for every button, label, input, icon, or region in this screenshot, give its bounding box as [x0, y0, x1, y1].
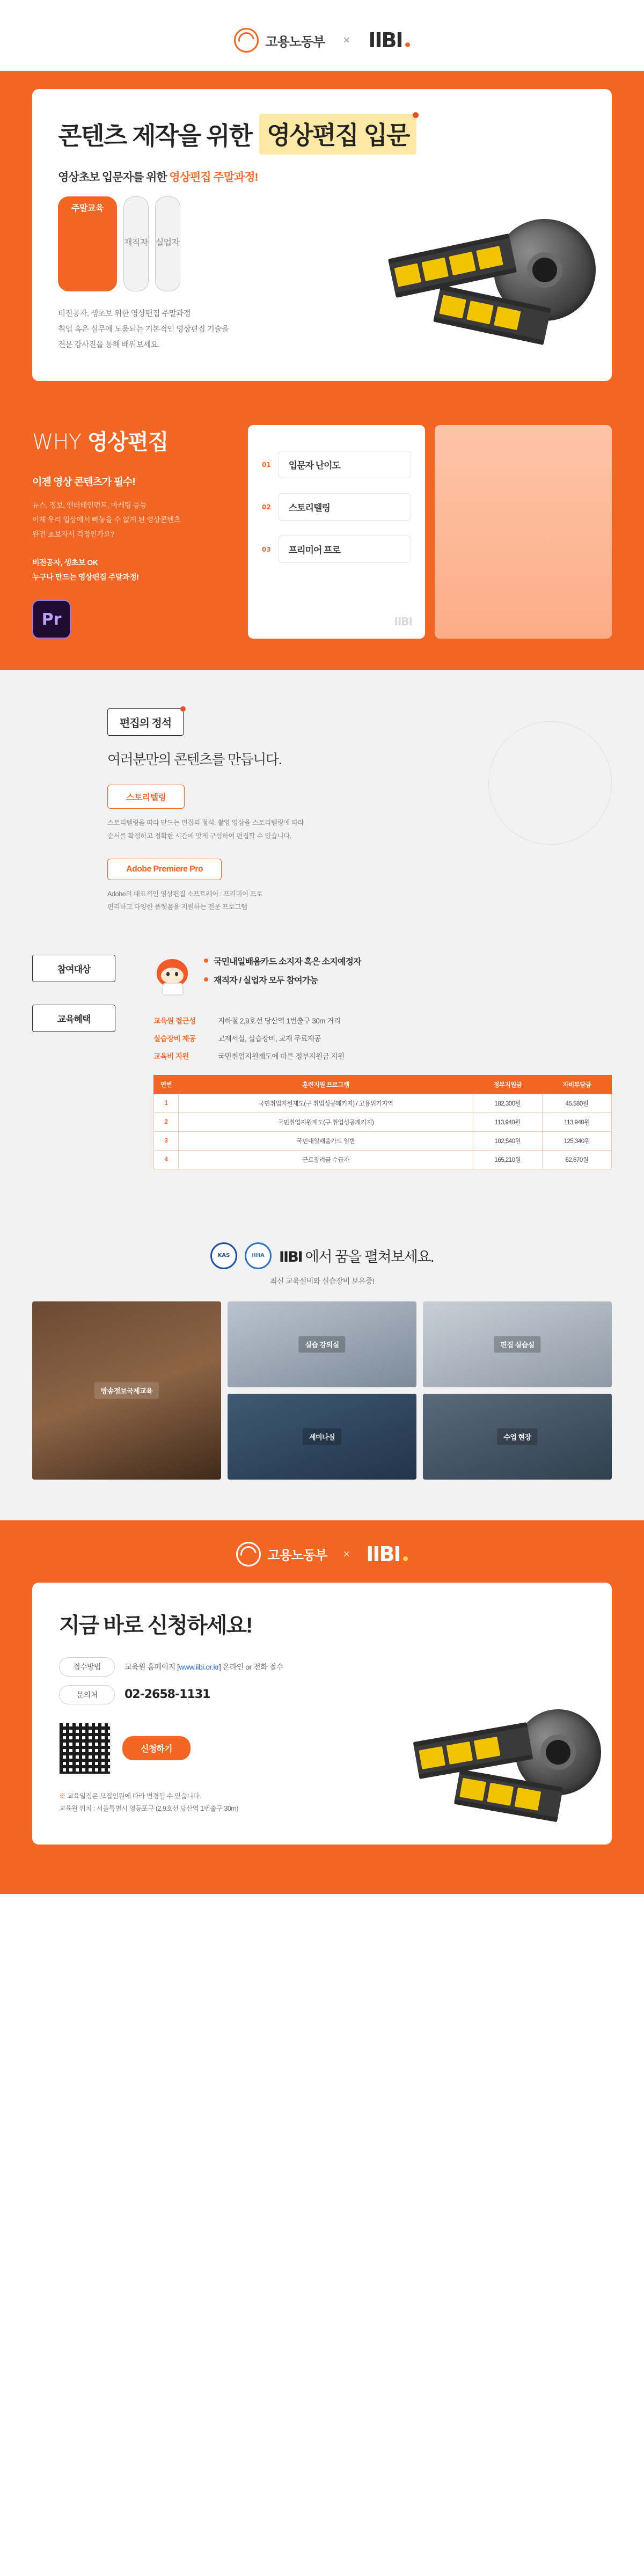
molab-mark-icon	[236, 1542, 261, 1567]
apply-key-method: 접수방법	[59, 1657, 115, 1677]
cell-gov-support: 182,300원	[473, 1094, 542, 1113]
definition-desc-storytelling	[107, 816, 612, 843]
hero-subtitle-prefix: 영상초보 입문자를 위한	[58, 171, 170, 184]
cell-self-pay: 125,340원	[542, 1131, 611, 1150]
table-row	[154, 1094, 612, 1113]
apply-value-method	[125, 1662, 283, 1672]
film-frame	[394, 263, 422, 287]
gallery-photo	[423, 1394, 612, 1480]
tag-benefits: 교육혜택	[32, 1005, 115, 1032]
cell-program: 근로장려금 수급자	[179, 1150, 473, 1169]
molab-logo-footer	[236, 1542, 327, 1567]
apply-logo-row	[32, 1542, 612, 1583]
hero-subtitle-accent: 영상편집 주말과정!	[169, 171, 258, 184]
definition-tag-label: 편집의 정석	[120, 718, 172, 730]
col-index: 연번	[154, 1075, 179, 1094]
why-item-label: 입문자 난이도	[279, 451, 411, 478]
why-heading	[32, 425, 226, 456]
film-reel-illustration	[384, 206, 599, 367]
film-frame	[439, 295, 466, 318]
why-body2-line-2: 누구나 만드는 영상편집 주말과정!	[32, 572, 139, 581]
info-value: 국민취업지원제도에 따른 정부지원금 지원	[218, 1052, 345, 1060]
cell-self-pay: 62,670원	[542, 1150, 611, 1169]
fee-table	[153, 1075, 612, 1169]
accent-dot-icon	[180, 706, 186, 712]
apply-key-contact: 문의처	[59, 1685, 115, 1704]
gallery-section	[0, 1212, 644, 1520]
film-frame	[466, 301, 494, 324]
why-item-number: 03	[262, 545, 271, 553]
gallery-title-brand: IIBI	[279, 1249, 302, 1266]
apply-value-prefix: 교육원 홈페이지 [	[125, 1662, 179, 1671]
logo-separator: ×	[343, 33, 350, 47]
iibi-dot-icon	[405, 42, 410, 47]
cell-program: 국민내일배움카드 일반	[179, 1131, 473, 1150]
pill-weekend-class[interactable]: 주말교육	[58, 196, 117, 291]
benefit-info-rows	[153, 1015, 612, 1061]
why-left-column	[32, 425, 226, 639]
info-row	[153, 1015, 612, 1026]
why-item-number: 01	[262, 460, 271, 469]
iibi-logo-text: IIBI	[366, 1542, 400, 1566]
definition-desc-premiere	[107, 888, 612, 914]
why-heading-light: WHY	[32, 430, 87, 455]
logo-separator: ×	[343, 1547, 350, 1561]
film-frame	[419, 1746, 445, 1769]
why-body-secondary	[32, 555, 226, 584]
mascot-icon	[153, 952, 193, 997]
why-card	[248, 425, 425, 639]
bullet-dot-icon	[204, 958, 208, 963]
gallery-photo	[228, 1394, 416, 1480]
definition-chip-storytelling: 스토리텔링	[107, 785, 185, 809]
cell-program: 국민취업지원제도(구 취업성공패키지) / 고용위기지역	[179, 1094, 473, 1113]
film-strip-top	[413, 1722, 533, 1779]
gallery-title	[279, 1245, 434, 1266]
gallery-photo	[423, 1301, 612, 1387]
why-heading-bold: 영상편집	[87, 430, 169, 455]
apply-button[interactable]: 신청하기	[122, 1736, 191, 1760]
why-body	[32, 498, 226, 541]
section-tags	[32, 952, 140, 1169]
molab-label: 고용노동부	[267, 1548, 327, 1563]
hero-title	[58, 114, 586, 155]
table-header-row	[154, 1075, 612, 1094]
hero-title-plain: 콘텐츠 제작을 위한	[58, 122, 252, 150]
cell-index: 3	[154, 1131, 179, 1150]
info-value: 지하철 2,9호선 당산역 1번출구 30m 거리	[218, 1016, 341, 1025]
apply-website-link[interactable]: www.iibi.or.kr	[179, 1662, 219, 1671]
film-frame	[459, 1778, 486, 1801]
apply-heading: 지금 바로 신청하세요!	[59, 1613, 252, 1637]
film-frame	[487, 1783, 514, 1806]
desc-line-1: 스토리텔링을 따라 만드는 편집의 정석. 촬영 영상을 스토리텔링에 따라	[107, 819, 304, 827]
table-row	[154, 1131, 612, 1150]
cell-program: 국민취업지원제도(구 취업성공패키지)	[179, 1113, 473, 1131]
note-star-icon: ※	[59, 1792, 67, 1800]
film-frame	[494, 306, 521, 330]
film-frame	[515, 1788, 541, 1811]
film-frame	[447, 1741, 473, 1765]
why-item-1	[262, 443, 411, 486]
apply-note-text: 교육일정은 모집인원에 따라 변경될 수 있습니다.	[67, 1792, 201, 1800]
why-right-column	[248, 425, 612, 639]
definition-lead: 여러분만의 콘텐츠를 만듭니다.	[107, 751, 282, 768]
col-gov-support: 정부지원금	[473, 1075, 542, 1094]
pill-unemployed[interactable]: 실업자	[155, 196, 180, 291]
bullet-item	[204, 955, 361, 967]
film-frame	[474, 1737, 501, 1760]
table-row	[154, 1150, 612, 1169]
mascot-eye-right	[175, 972, 178, 976]
hero-section	[0, 71, 644, 415]
film-frame	[449, 252, 476, 275]
film-frame	[476, 246, 503, 269]
iibi-logo-footer	[366, 1542, 407, 1566]
bullet-text: 국민내일배움카드 소지자 혹은 소지예정자	[214, 957, 361, 967]
eligibility-row	[153, 952, 612, 997]
info-key: 실습장비 제공	[153, 1034, 196, 1043]
why-item-label: 스토리텔링	[279, 493, 411, 521]
gallery-grid	[32, 1301, 612, 1480]
apply-phone-number[interactable]: 02-2658-1131	[125, 1688, 210, 1702]
cell-index: 1	[154, 1094, 179, 1113]
mascot-eye-left	[166, 972, 170, 976]
why-body-line-2: 이제 우리 일상에서 빼놓을 수 없게 된 영상콘텐츠	[32, 516, 181, 524]
cell-gov-support: 165,210원	[473, 1150, 542, 1169]
desc-line-1: Adobe의 대표적인 영상편집 소프트웨어 : 프리미어 프로	[107, 890, 263, 898]
gallery-photo-caption: 편집 실습실	[494, 1336, 540, 1352]
cell-gov-support: 102,540원	[473, 1131, 542, 1150]
col-program: 훈련지원 프로그램	[179, 1075, 473, 1094]
iibi-logo	[368, 28, 409, 52]
tag-target-audience: 참여대상	[32, 955, 115, 982]
hero-desc-line-1: 비전공자, 생초보 위한 영상편집 주말과정	[58, 310, 191, 318]
gallery-photo-caption: 세미나실	[303, 1428, 341, 1445]
apply-section	[0, 1520, 644, 1883]
why-item-label: 프리미어 프로	[279, 536, 411, 563]
film-frame	[421, 258, 449, 281]
card-watermark: IIBI	[394, 615, 412, 628]
gallery-photo-caption: 실습 강의실	[298, 1336, 345, 1352]
why-card-secondary	[435, 425, 612, 639]
apply-value-suffix: ] 온라인 or 전화 접수	[219, 1662, 283, 1671]
certification-seal-kas: KAS	[210, 1242, 237, 1269]
info-value: 교재서실, 실습장비, 교재 무료제공	[218, 1034, 321, 1043]
why-section	[0, 415, 644, 670]
molab-label: 고용노동부	[265, 34, 325, 49]
definition-tag	[107, 708, 184, 736]
table-row	[154, 1113, 612, 1131]
page-header	[0, 0, 644, 71]
hero-subtitle	[58, 169, 586, 185]
footer-bar	[0, 1882, 644, 1894]
cell-gov-support: 113,940원	[473, 1113, 542, 1131]
col-self-pay: 자비부담금	[542, 1075, 611, 1094]
film-reel-illustration-footer	[413, 1700, 606, 1834]
apply-note-2: 교육원 위치 : 서울특별시 영등포구 (2,9호선 당산역 1번출구 30m)	[59, 1805, 238, 1813]
why-body2-line-1: 비전공자, 생초보 OK	[32, 558, 98, 567]
target-benefit-content	[153, 952, 612, 1169]
cell-self-pay: 45,580원	[542, 1094, 611, 1113]
bullet-text: 재직자 / 실업자 모두 참여가능	[214, 976, 318, 985]
cell-index: 4	[154, 1150, 179, 1169]
content-section	[0, 670, 644, 1212]
pill-employed[interactable]: 재직자	[123, 196, 149, 291]
why-inner	[0, 425, 644, 639]
why-subtitle: 이젠 영상 콘텐츠가 필수!	[32, 477, 135, 488]
desc-line-2: 편리하고 다양한 플랫폼을 지원하는 전문 프로그램	[107, 903, 247, 911]
gallery-photo	[228, 1301, 416, 1387]
gallery-header	[32, 1242, 612, 1269]
info-row	[153, 1033, 612, 1043]
gallery-photo-main	[32, 1301, 221, 1480]
definition-block	[0, 708, 644, 914]
why-item-2	[262, 486, 411, 528]
apply-card	[32, 1583, 612, 1845]
gallery-photo-caption: 방송정보국제교육	[94, 1382, 159, 1399]
info-key: 교육원 접근성	[153, 1016, 196, 1025]
gallery-subtitle: 최신 교육설비와 실습장비 보유중!	[269, 1276, 375, 1285]
cell-index: 2	[154, 1113, 179, 1131]
qr-code-icon[interactable]	[59, 1723, 111, 1774]
iibi-dot-icon	[403, 1556, 408, 1561]
bullet-item	[204, 974, 361, 986]
premiere-pro-icon: Pr	[32, 600, 71, 639]
why-body-line-3: 완전 초보자서 걱정인가요?	[32, 530, 114, 538]
mascot-face	[161, 968, 184, 984]
apply-info-rows	[59, 1657, 585, 1704]
info-row	[153, 1050, 612, 1061]
hero-desc-line-3: 전문 강사진을 통해 배워보세요.	[58, 341, 160, 349]
iibi-logo-text: IIBI	[368, 28, 402, 52]
why-body-line-1: 뉴스, 정보, 엔터테인먼트, 마케팅 등등	[32, 501, 147, 509]
eligibility-bullets	[204, 952, 361, 992]
gallery-title-rest: 에서 꿈을 펼쳐보세요.	[302, 1249, 434, 1265]
certification-seal-iiha: IIHA	[245, 1242, 272, 1269]
mascot-body	[162, 983, 184, 996]
why-item-3	[262, 528, 411, 570]
gallery-photo-caption: 수업 현장	[497, 1428, 537, 1445]
bullet-dot-icon	[204, 977, 208, 982]
definition-chip-premiere: Adobe Premiere Pro	[107, 859, 222, 880]
hero-desc-line-2: 취업 혹은 실무에 도움되는 기본적인 영상편집 기술을	[58, 325, 229, 334]
hero-title-highlight	[259, 114, 416, 155]
cell-self-pay: 113,940원	[542, 1113, 611, 1131]
target-benefit-block	[0, 952, 644, 1169]
apply-row-method	[59, 1657, 585, 1677]
molab-logo	[234, 28, 325, 53]
molab-mark-icon	[234, 28, 259, 53]
desc-line-2: 순서를 확정하고 정확한 시간에 맞게 구성하여 편집할 수 있습니다.	[107, 832, 291, 840]
hero-title-highlight-text: 영상편집 입문	[267, 121, 409, 149]
hero-card	[32, 89, 612, 381]
accent-dot-icon	[413, 112, 419, 118]
info-key: 교육비 지원	[153, 1052, 189, 1060]
why-item-number: 02	[262, 503, 271, 511]
